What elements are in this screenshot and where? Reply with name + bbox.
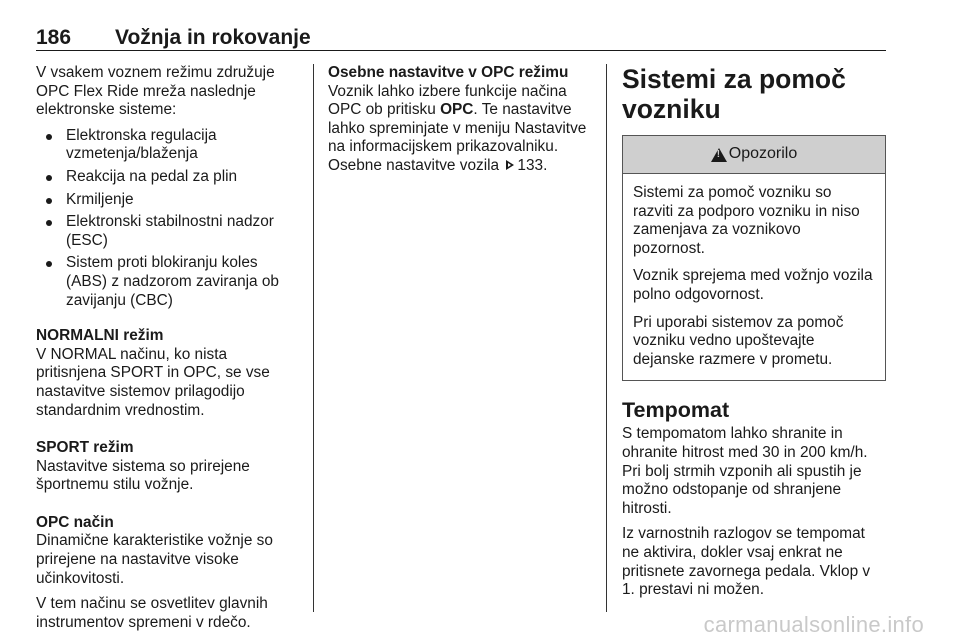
tempomat-text-2: Iz varnostnih razlogov se tempomat ne aktivira, dokler vsaj enkrat ne pritisnete zavornega pedala. Vklop v 1. prestavi ni možen.: [622, 525, 871, 599]
column-2: [328, 64, 590, 183]
section-title: Sistemi za pomoč vozniku: [622, 64, 846, 124]
sport-mode-text: Nastavitve sistema so prirejene športnemu stilu vožnje.: [36, 457, 250, 494]
tempomat-text-1: S tempomatom lahko shranite in ohranite hitrost med 30 in 200 km/h. Pri bolj strmih vzponih ali spustih je možno odstopanje od shranjene hitrosti.: [622, 425, 868, 517]
opc-mode-text-2: V tem načinu se osvetlitev glavnih instrumentov spremeni v rdečo.: [36, 595, 268, 631]
warning-text-2: Voznik sprejema med vožnjo vozila polno odgovornost.: [633, 267, 873, 303]
column-divider-2: [606, 64, 607, 612]
opc-mode-text-1: Dinamične karakteristike vožnje so prirejene na nastavitve visoke učinkovitosti.: [36, 532, 273, 587]
column-divider-1: [313, 64, 314, 612]
tempomat-title: Tempomat: [622, 398, 730, 423]
list-item: Krmiljenje: [36, 191, 298, 210]
column-1: [36, 64, 298, 639]
column-3: [622, 64, 886, 607]
opc-personal-text: Voznik lahko izbere funkcije načina OPC ob pritisku OPC. Te nastavitve lahko spreminjate v meniju Nastavitve na informacijskem prikazovalniku. Osebne nastavitve vozila 133.: [328, 82, 587, 174]
warning-box: [622, 135, 886, 381]
warning-text-1: Sistemi za pomoč vozniku so razviti za podporo vozniku in niso zamenjava za voznikovo pozornost.: [633, 184, 860, 257]
page-reference-link[interactable]: 133.: [517, 156, 548, 174]
normal-mode-heading: NORMALNI režim: [36, 327, 164, 345]
opc-personal-heading: Osebne nastavitve v OPC režimu: [328, 64, 569, 81]
warning-body: [623, 174, 885, 380]
header-rule: [36, 50, 886, 51]
list-item: Elektronski stabilnostni nadzor (ESC): [36, 213, 298, 250]
watermark: carmanualsonline.info: [703, 612, 924, 637]
warning-text-3: Pri uporabi sistemov za pomoč vozniku vedno upoštevajte dejanske razmere v prometu.: [633, 313, 844, 368]
warning-header: [623, 136, 885, 174]
page-number: 186: [36, 26, 72, 49]
list-item: Elektronska regulacija vzmetenja/blaženja: [36, 127, 298, 164]
bullet-icon: [46, 261, 52, 267]
list-item: Reakcija na pedal za plin: [36, 168, 298, 187]
opc-mode-heading: OPC način: [36, 513, 114, 531]
list-item: Sistem proti blokiranju koles (ABS) z nadzorom zaviranja ob zavijanju (CBC): [36, 254, 298, 310]
bullet-icon: [46, 198, 52, 204]
bullet-icon: [46, 175, 52, 181]
warning-label: Opozorilo: [728, 145, 798, 163]
bullet-icon: [46, 134, 52, 140]
intro-text: V vsakem voznem režimu združuje OPC Flex Ride mreža naslednje elektronske sisteme:: [36, 64, 275, 119]
sport-mode-heading: SPORT režim: [36, 439, 134, 457]
chapter-title: Vožnja in rokovanje: [115, 26, 311, 49]
page-reference-icon: [506, 160, 514, 170]
normal-mode-text: V NORMAL načinu, ko nista pritisnjena SPORT in OPC, se vse nastavitve sistemov prilagodijo standardnim vrednostim.: [36, 345, 270, 419]
opc-button-label: OPC: [440, 101, 474, 119]
bullet-icon: [46, 220, 52, 226]
warning-icon: [711, 148, 727, 162]
systems-list: [36, 127, 298, 310]
